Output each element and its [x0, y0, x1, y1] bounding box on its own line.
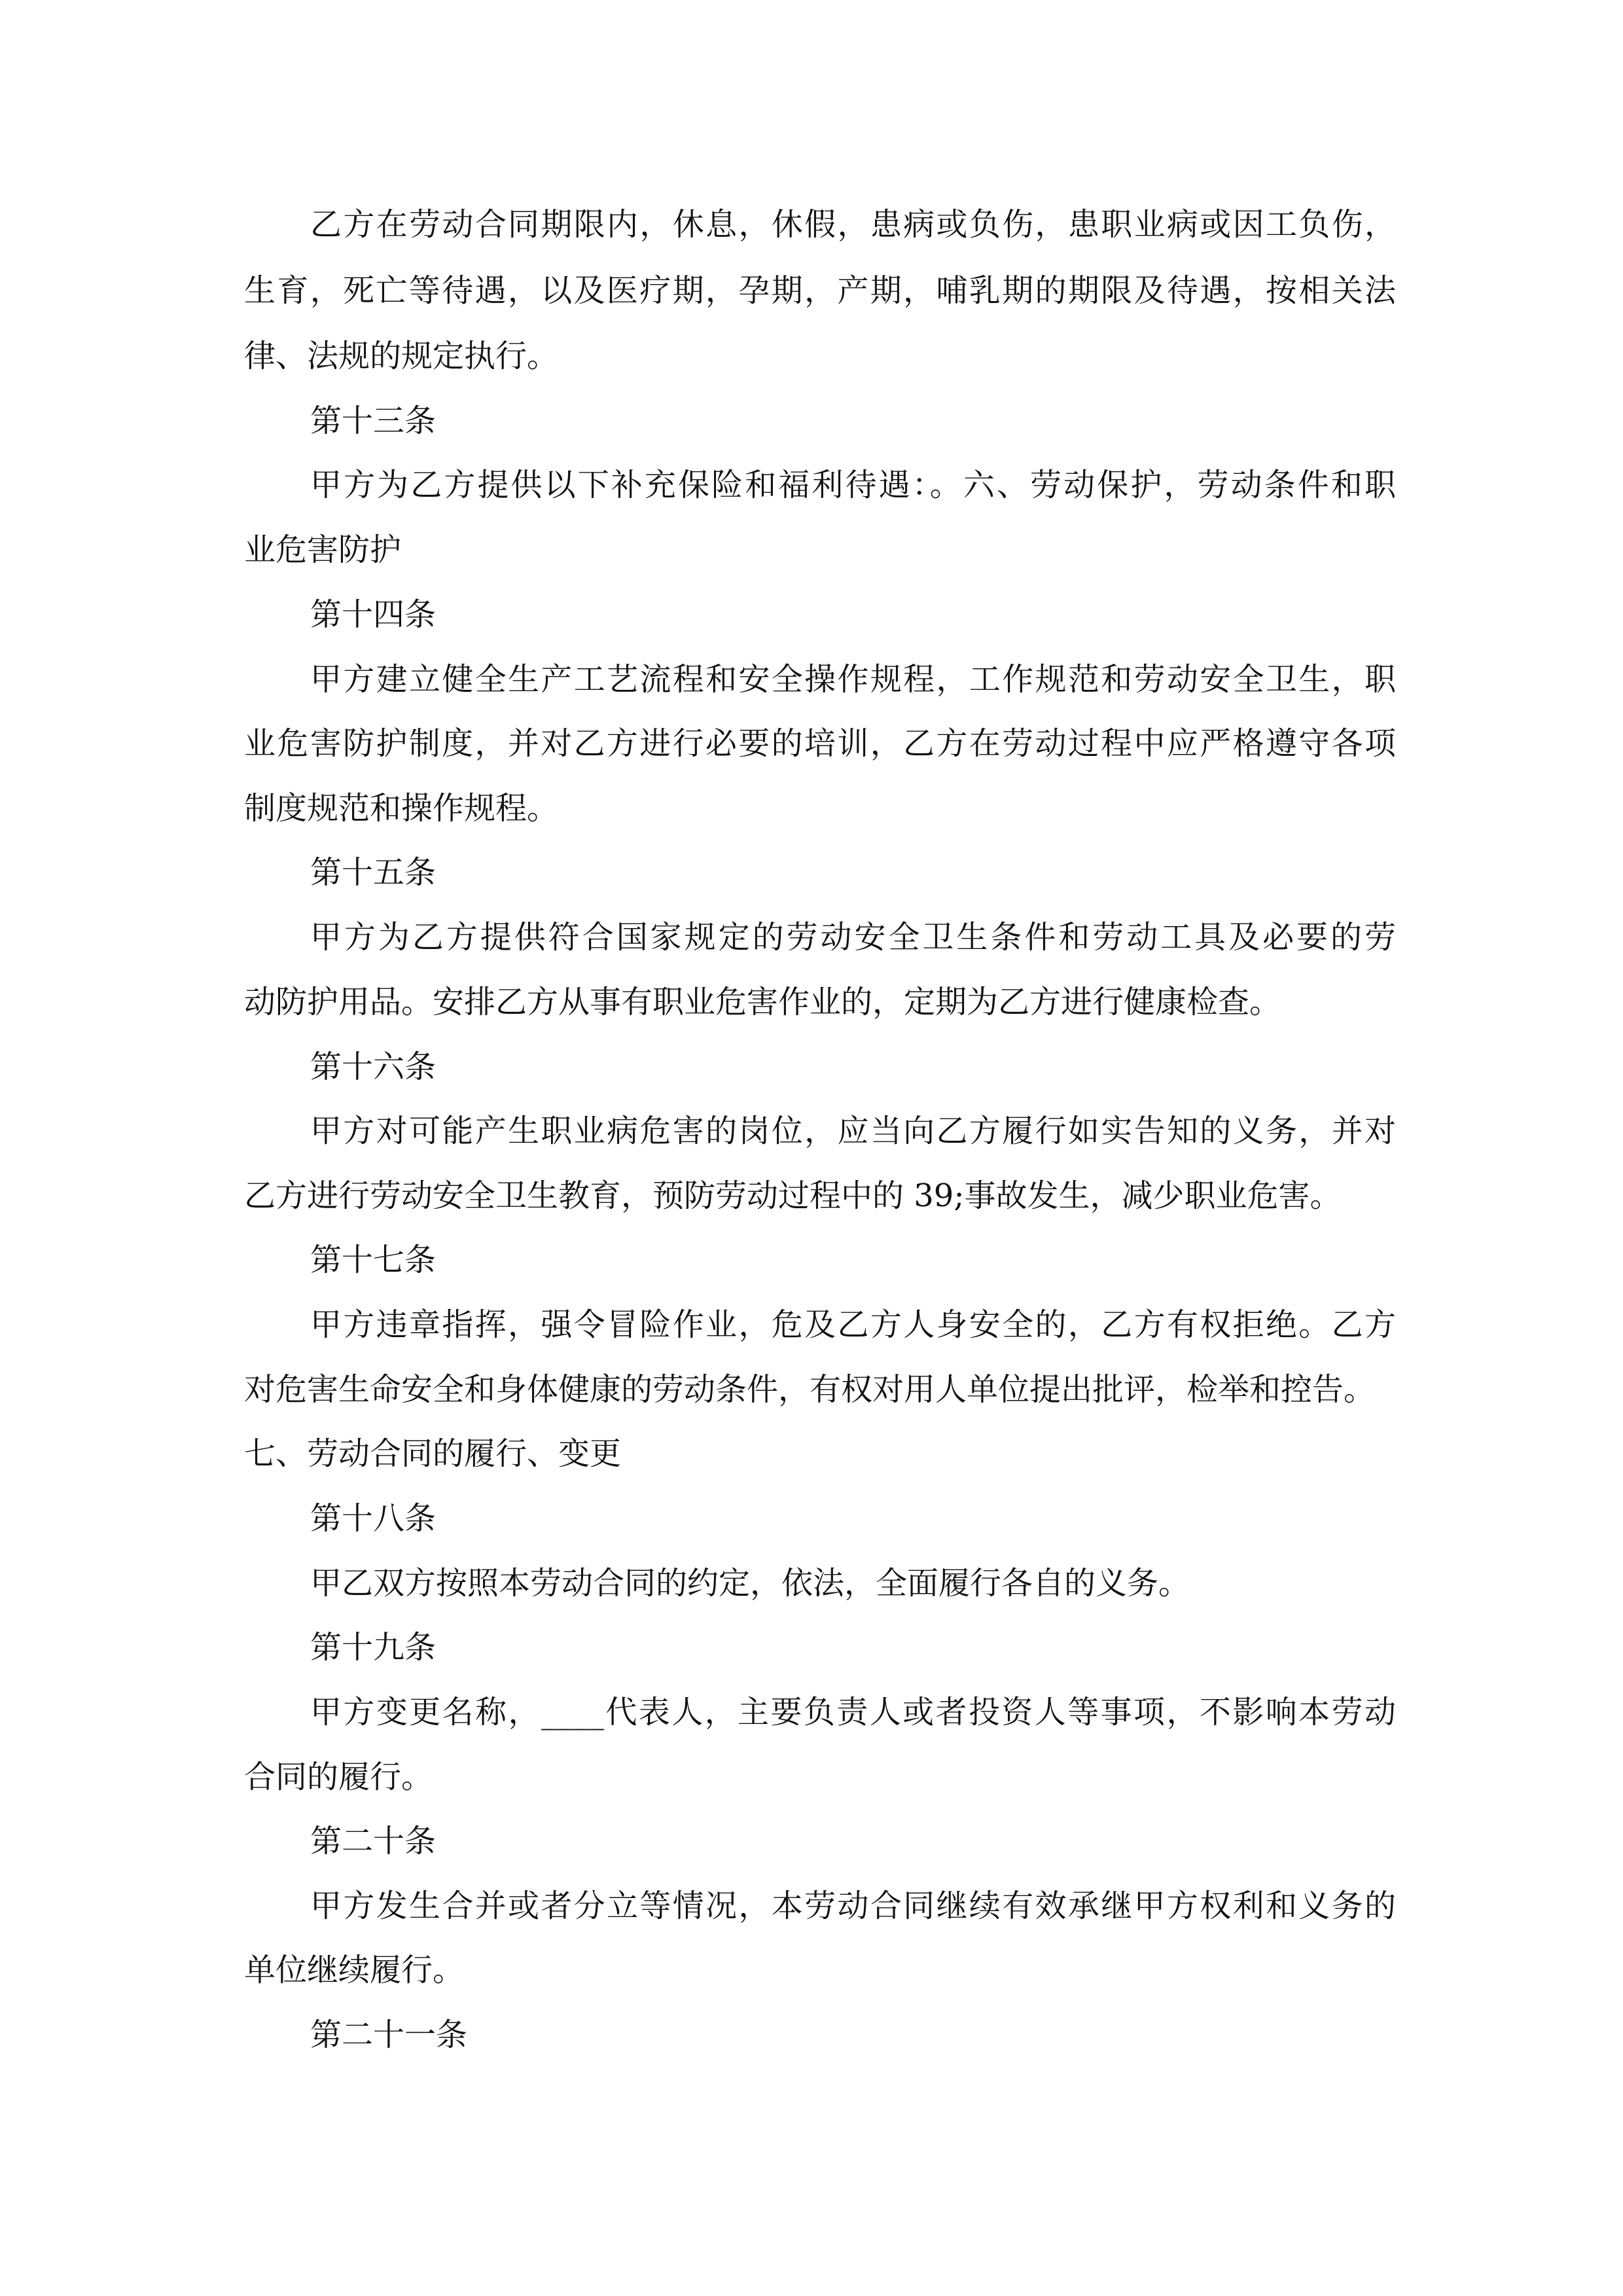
- paragraph-line: 甲乙双方按照本劳动合同的约定，依法，全面履行各自的义务。: [310, 1565, 1190, 1602]
- paragraph-line: 合同的履行。: [244, 1759, 433, 1795]
- paragraph-line: 业危害防护: [244, 531, 402, 568]
- article-heading: 第十三条: [310, 403, 437, 439]
- paragraph-line: 业危害防护制度，并对乙方进行必要的培训，乙方在劳动过程中应严格遵守各项: [244, 725, 1396, 762]
- paragraph-line: 生育，死亡等待遇，以及医疗期，孕期，产期，哺乳期的期限及待遇，按相关法: [244, 272, 1396, 309]
- article-heading: 第二十一条: [310, 2017, 468, 2053]
- paragraph-line: 甲方为乙方提供以下补充保险和福利待遇：。六、劳动保护，劳动条件和职: [310, 467, 1396, 503]
- paragraph-line: 律、法规的规定执行。: [244, 338, 559, 374]
- paragraph-line: 动防护用品。安排乙方从事有职业危害作业的，定期为乙方进行健康检查。: [244, 984, 1281, 1020]
- paragraph-line: 对危害生命安全和身体健康的劳动条件，有权对用人单位提出批评，检举和控告。: [244, 1371, 1376, 1408]
- paragraph-line: 甲方发生合并或者分立等情况，本劳动合同继续有效承继甲方权利和义务的: [310, 1888, 1396, 1924]
- paragraph-line: 单位继续履行。: [244, 1952, 465, 1988]
- paragraph-line: 乙方在劳动合同期限内，休息，休假，患病或负伤，患职业病或因工负伤，: [310, 206, 1396, 243]
- article-heading: 第十七条: [310, 1242, 437, 1278]
- article-heading: 第十八条: [310, 1500, 437, 1537]
- paragraph-line: 甲方变更名称，____代表人，主要负责人或者投资人等事项，不影响本劳动: [310, 1694, 1396, 1731]
- paragraph-line: 制度规范和操作规程。: [244, 790, 559, 827]
- paragraph-line: 甲方建立健全生产工艺流程和安全操作规程，工作规范和劳动安全卫生，职: [310, 661, 1396, 698]
- section-heading: 七、劳动合同的履行、变更: [244, 1435, 622, 1472]
- paragraph-line: 甲方违章指挥，强令冒险作业，危及乙方人身安全的，乙方有权拒绝。乙方: [310, 1306, 1396, 1343]
- paragraph-line: 甲方对可能产生职业病危害的岗位，应当向乙方履行如实告知的义务，并对: [310, 1113, 1396, 1149]
- paragraph-line: 乙方进行劳动安全卫生教育，预防劳动过程中的 39;事故发生，减少职业危害。: [244, 1177, 1342, 1214]
- article-heading: 第十五条: [310, 854, 437, 891]
- article-heading: 第二十条: [310, 1823, 437, 1859]
- paragraph-line: 甲方为乙方提供符合国家规定的劳动安全卫生条件和劳动工具及必要的劳: [310, 919, 1396, 956]
- article-heading: 第十九条: [310, 1629, 437, 1666]
- article-heading: 第十六条: [310, 1049, 437, 1085]
- article-heading: 第十四条: [310, 596, 437, 633]
